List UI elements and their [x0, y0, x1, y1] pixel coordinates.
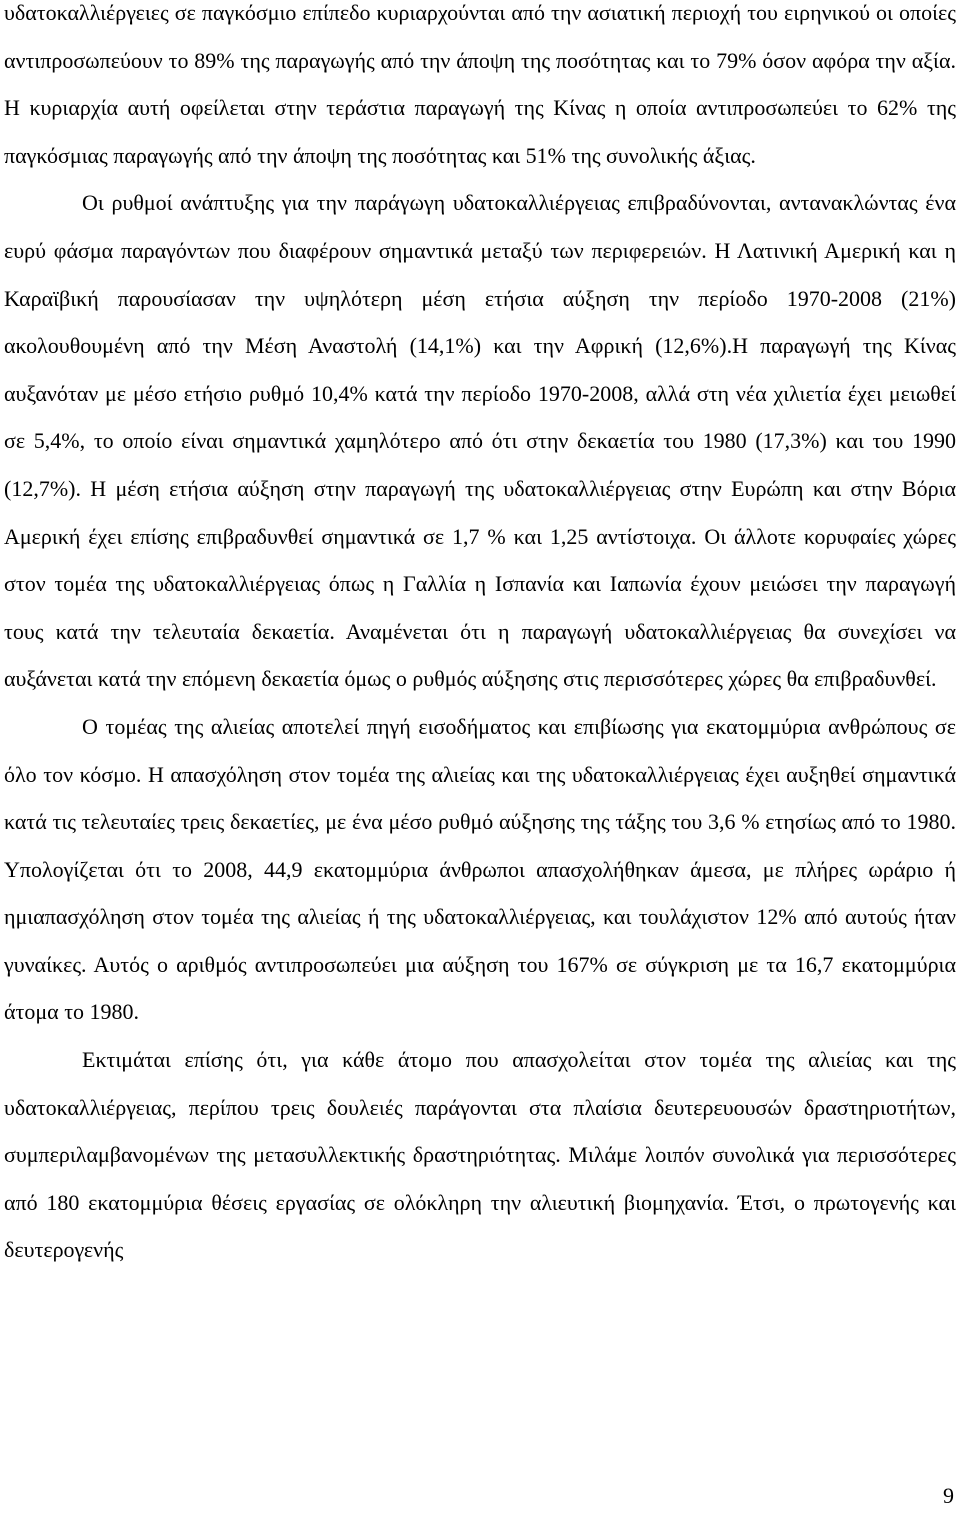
paragraph-fisheries-employment: Ο τομέας της αλιείας αποτελεί πηγή εισοδήματος και επιβίωσης για εκατομμύρια ανθρώπους σε όλο τον κόσμο. Η απασχόληση στον τομέα της αλιείας και της υδατοκαλλιέργειας έχει αυξηθεί σημαντικά κατά τις τελευταίες τρεις δεκαετίες, με ένα μέσο ρυθμό αύξησης της τάξης του 3,6 % ετησίως από το 1980. Υπολογίζεται ότι το 2008, 44,9 εκατομμύρια άνθρωποι απασχολήθηκαν άμεσα, με πλήρες ωράριο ή ημιαπασχόληση στον τομέα της αλιείας ή της υδατοκαλλιέργειας, και τουλάχιστον 12% από αυτούς ήταν γυναίκες. Αυτός ο αριθμός αντιπροσωπεύει μια αύξηση του 167% σε σύγκριση με τα 16,7 εκατομμύρια άτομα το 1980. — [4, 713, 956, 1025]
paragraph-secondary-activities: Εκτιμάται επίσης ότι, για κάθε άτομο που απασχολείται στον τομέα της αλιείας και της υδατοκαλλιέργειας, περίπου τρεις δουλειές παράγονται στα πλαίσια δευτερευουσών δραστηριοτήτων, συμπεριλαμβανομένων της μετασυλλεκτικής δραστηριότητας. Μιλάμε λοιπόν συνολικά για περισσότερες από 180 εκατομμύρια θέσεις εργασίας σε ολόκληρη την αλιευτική βιομηχανία. Έτσι, ο πρωτογενής και δευτερογενής — [4, 1047, 956, 1263]
page-number: 9 — [943, 1483, 954, 1508]
paragraph-growth-rates: Οι ρυθμοί ανάπτυξης για την παράγωγη υδατοκαλλιέργειας επιβραδύνονται, αντανακλώντας ένα ευρύ φάσμα παραγόντων που διαφέρουν σημαντικά μεταξύ των περιφερειών. Η Λατινική Αμερική και η Καραϊβική παρουσίασαν την υψηλότερη μέση ετήσια αύξηση την περίοδο 1970-2008 (21%) ακολουθουμένη από την Μέση Αναστολή (14,1%) και την Αφρική (12,6%).Η παραγωγή της Κίνας αυξανόταν με μέσο ετήσιο ρυθμό 10,4% κατά την περίοδο 1970-2008, αλλά στη νέα χιλιετία έχει μειωθεί σε 5,4%, το οποίο είναι σημαντικά χαμηλότερο από ότι στην δεκαετία του 1980 (17,3%) και του 1990 (12,7%). Η μέση ετήσια αύξηση στην παραγωγή της υδατοκαλλιέργειας στην Ευρώπη και στην Βόρια Αμερική έχει επίσης επιβραδυνθεί σημαντικά σε 1,7 % και 1,25 αντίστοιχα. Οι άλλοτε κορυφαίες χώρες στον τομέα της υδατοκαλλιέργειας όπως η Γαλλία η Ισπανία και Ιαπωνία έχουν μειώσει την παραγωγή τους κατά την τελευταία δεκαετία. Αναμένεται ότι η παραγωγή υδατοκαλλιέργειας θα συνεχίσει να αυξάνεται κατά την επόμενη δεκαετία όμως ο ρυθμός αύξησης στις περισσότερες χώρες θα επιβραδυνθεί. — [4, 190, 956, 692]
paragraph-aquaculture-asia: υδατοκαλλιέργειες σε παγκόσμιο επίπεδο κυριαρχούνται από την ασιατική περιοχή του ειρηνικού οι οποίες αντιπροσωπεύουν το 89% της παραγωγής από την άποψη της ποσότητας και το 79% όσον αφόρα την αξία. Η κυριαρχία αυτή οφείλεται στην τεράστια παραγωγή της Κίνας η οποία αντιπροσωπεύει το 62% της παγκόσμιας παραγωγής από την άποψη της ποσότητας και 51% της συνολικής άξιας. — [4, 0, 956, 168]
body-text — [4, 0, 956, 1274]
